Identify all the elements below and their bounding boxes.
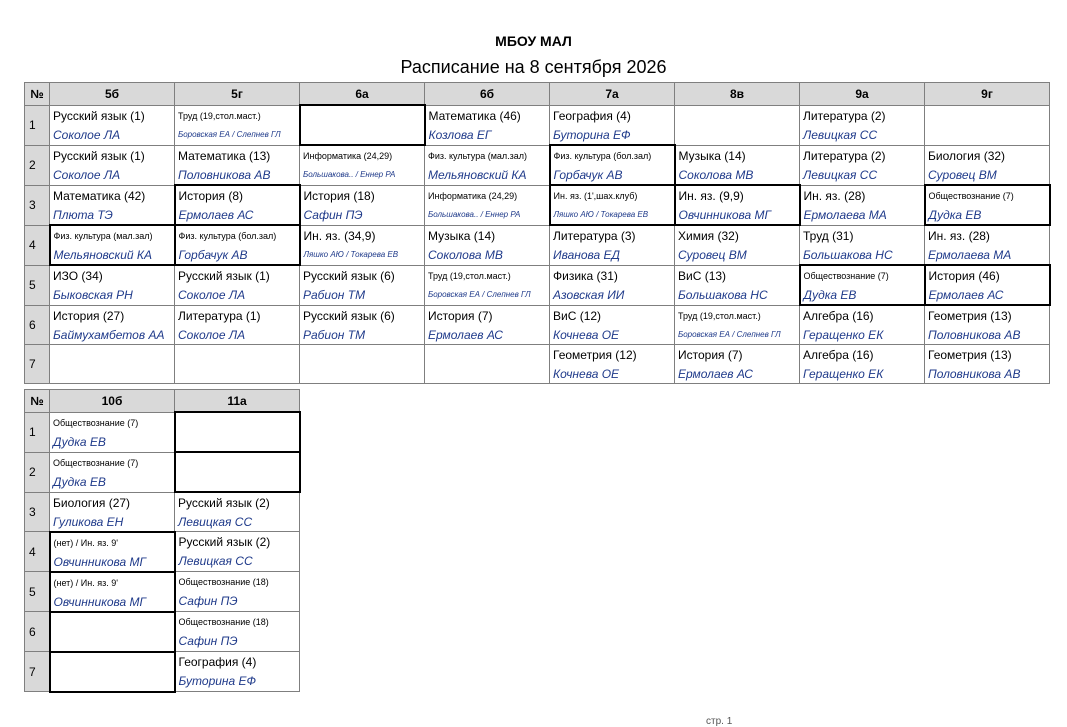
subject-label: Физ. культура (мал.зал) xyxy=(428,150,528,161)
subject-label: Ин. яз. (28) xyxy=(803,188,866,203)
subject-label: История (27) xyxy=(53,308,125,323)
teacher-label: Сафин ПЭ xyxy=(178,634,238,648)
class-header: 7а xyxy=(550,83,675,106)
subject-label: Труд (19,стол.маст.) xyxy=(428,270,511,281)
teacher-label: Соколое ЛА xyxy=(53,127,121,142)
teacher-label: Боровская ЕА / Слепнев ГЛ xyxy=(428,289,531,299)
lesson-cell xyxy=(50,345,175,384)
teacher-label: Дудка ЕВ xyxy=(53,434,106,449)
subject-label: Ин. яз. (9,9) xyxy=(678,189,744,203)
subject-label: Ин. яз. (28) xyxy=(928,229,990,243)
teacher-label: Половникова АВ xyxy=(178,167,271,182)
lesson-number: 2 xyxy=(25,452,50,492)
lesson-cell xyxy=(300,105,425,145)
page-footer: стр. 1 xyxy=(706,716,733,727)
teacher-label: Сафин ПЭ xyxy=(178,594,238,608)
lesson-row xyxy=(25,345,1050,384)
subject-label: Русский язык (6) xyxy=(303,268,395,283)
teacher-label: Левицкая СС xyxy=(178,515,253,529)
subject-label xyxy=(176,413,299,433)
teacher-label: Боровская ЕА / Слепнев ГЛ xyxy=(678,329,781,339)
teacher-label: Соколое ЛА xyxy=(53,167,121,182)
lesson-cell xyxy=(925,265,1050,305)
teacher-label: Половникова АВ xyxy=(928,367,1021,381)
lesson-cell xyxy=(300,305,425,345)
teacher-label xyxy=(176,473,299,491)
lesson-cell xyxy=(300,265,425,305)
lesson-cell xyxy=(50,185,175,225)
subject-label xyxy=(175,345,299,365)
subject-label xyxy=(51,653,174,673)
lesson-cell xyxy=(425,345,550,384)
teacher-label: Большакова.. / Еннер РА xyxy=(428,209,521,219)
lesson-number: 3 xyxy=(25,185,50,225)
lesson-number-header: № xyxy=(25,390,50,413)
lesson-cell xyxy=(550,305,675,345)
lesson-row xyxy=(25,105,1050,145)
lesson-cell xyxy=(50,532,175,572)
teacher-label: Ермолаев АС xyxy=(428,327,503,342)
header-row xyxy=(25,83,1050,106)
lesson-cell xyxy=(675,185,800,225)
teacher-label: Большакова.. / Еннер РА xyxy=(303,170,396,179)
lesson-cell xyxy=(800,265,925,305)
subject-label: Русский язык (6) xyxy=(303,308,395,323)
lesson-number: 2 xyxy=(25,145,50,185)
lesson-number: 6 xyxy=(25,305,50,345)
subject-label: Русский язык (1) xyxy=(53,108,145,123)
teacher-label: Большакова НС xyxy=(678,287,768,302)
lesson-row xyxy=(25,492,300,532)
lesson-row xyxy=(25,452,300,492)
teacher-label: Соколое ЛА xyxy=(178,288,246,302)
teacher-label: Дудка ЕВ xyxy=(803,288,857,302)
subject-label: Русский язык (1) xyxy=(53,148,145,163)
lesson-cell xyxy=(675,265,800,305)
teacher-label: Овчинникова МГ xyxy=(53,594,147,609)
teacher-label xyxy=(300,365,424,383)
teacher-label: Овчинникова МГ xyxy=(53,554,147,569)
teacher-label xyxy=(301,126,424,144)
teacher-label xyxy=(675,126,799,144)
lesson-cell xyxy=(550,145,675,185)
class-header: 9г xyxy=(925,83,1050,106)
subject-label: Обществознание (7) xyxy=(53,457,139,468)
subject-label: Геометрия (13) xyxy=(928,348,1012,362)
teacher-label: Овчинникова МГ xyxy=(678,208,772,222)
teacher-label: Быковская РН xyxy=(53,288,133,302)
lesson-cell xyxy=(425,305,550,345)
subject-label xyxy=(925,106,1049,126)
teacher-label: Соколова МВ xyxy=(678,167,754,182)
subject-label: Физ. культура (бол.зал) xyxy=(178,231,277,241)
schedule-title: Расписание на 8 сентября 2026 xyxy=(400,57,667,77)
lesson-cell xyxy=(925,305,1050,345)
subject-label: История (46) xyxy=(928,269,1000,283)
lesson-number: 7 xyxy=(25,652,50,692)
subject-label: Биология (32) xyxy=(928,148,1006,163)
subject-label: Труд (19,стол.маст.) xyxy=(178,110,261,121)
teacher-label: Соколое ЛА xyxy=(178,327,246,342)
lesson-number: 5 xyxy=(25,265,50,305)
teacher-label xyxy=(425,365,549,383)
lesson-cell xyxy=(550,345,675,384)
subject-label xyxy=(675,106,799,126)
school-name: МБОУ МАЛ xyxy=(495,33,572,49)
class-header: 6б xyxy=(425,83,550,106)
lesson-row xyxy=(25,225,1050,265)
teacher-label: Сафин ПЭ xyxy=(303,207,363,222)
lesson-row xyxy=(25,145,1050,185)
subject-label xyxy=(176,453,299,473)
lesson-cell xyxy=(50,492,175,532)
subject-label: Информатика (24,29) xyxy=(428,190,518,201)
lesson-cell xyxy=(50,412,175,452)
subject-label: География (4) xyxy=(553,108,631,123)
teacher-label: Дудка ЕВ xyxy=(928,208,982,222)
class-header: 10б xyxy=(50,390,175,413)
teacher-label: Буторина ЕФ xyxy=(553,127,631,142)
lesson-cell xyxy=(300,185,425,225)
teacher-label: Геращенко ЕК xyxy=(803,328,884,342)
subject-label: Обществознание (7) xyxy=(803,271,889,281)
lesson-cell xyxy=(800,145,925,185)
subject-label: ВиС (12) xyxy=(553,308,602,323)
subject-label: Физика (31) xyxy=(553,268,618,283)
teacher-label: Козлова ЕГ xyxy=(428,127,492,142)
class-header: 6а xyxy=(300,83,425,106)
teacher-label xyxy=(51,633,174,651)
subject-label: Русский язык (2) xyxy=(178,496,270,510)
lesson-number: 5 xyxy=(25,572,50,612)
lesson-row xyxy=(25,305,1050,345)
subject-label: Русский язык (2) xyxy=(178,535,271,549)
lesson-row xyxy=(25,572,300,612)
lesson-cell xyxy=(175,105,300,145)
lesson-cell xyxy=(925,345,1050,384)
subject-label: Обществознание (18) xyxy=(178,617,269,627)
lesson-number-header: № xyxy=(25,83,50,106)
teacher-label: Плюта ТЭ xyxy=(53,207,113,222)
subject-label: История (18) xyxy=(303,188,375,203)
subject-label: Литература (3) xyxy=(553,229,636,243)
lesson-cell xyxy=(675,105,800,145)
lesson-number: 7 xyxy=(25,345,50,384)
lesson-cell xyxy=(175,412,300,452)
lesson-cell xyxy=(175,345,300,384)
teacher-label: Мельяновский КА xyxy=(53,248,152,262)
teacher-label: Кочнева ОЕ xyxy=(553,367,620,381)
lesson-cell xyxy=(300,345,425,384)
teacher-label: Мельяновский КА xyxy=(428,167,527,182)
lesson-cell xyxy=(50,452,175,492)
teacher-label: Ермолаева МА xyxy=(803,207,887,222)
teacher-label: Горбачук АВ xyxy=(553,168,623,182)
teacher-label: Суровец ВМ xyxy=(928,167,997,182)
subject-label: Ин. яз. (1',шах.клуб) xyxy=(553,191,638,201)
subject-label: ВиС (13) xyxy=(678,268,727,283)
lesson-cell xyxy=(425,185,550,225)
lesson-row xyxy=(25,532,300,572)
lesson-cell xyxy=(175,145,300,185)
lesson-cell xyxy=(800,105,925,145)
lesson-cell xyxy=(175,612,300,652)
subject-label: Труд (31) xyxy=(803,228,854,243)
subject-label: Информатика (24,29) xyxy=(303,151,393,161)
teacher-label: Ляшко АЮ / Токарева ЕВ xyxy=(303,249,399,259)
teacher-label xyxy=(175,365,299,383)
subject-label: История (8) xyxy=(178,189,244,203)
lesson-number: 4 xyxy=(25,532,50,572)
lesson-cell xyxy=(425,265,550,305)
lesson-cell xyxy=(50,225,175,265)
subject-label: История (7) xyxy=(678,348,743,362)
subject-label: Музыка (14) xyxy=(428,228,496,243)
subject-label xyxy=(51,613,174,633)
lesson-cell xyxy=(425,145,550,185)
lesson-cell xyxy=(550,225,675,265)
schedule-table-main xyxy=(24,82,1051,384)
lesson-cell xyxy=(175,452,300,492)
lesson-number: 6 xyxy=(25,612,50,652)
lesson-row xyxy=(25,185,1050,225)
lesson-cell xyxy=(175,265,300,305)
lesson-cell xyxy=(175,185,300,225)
lesson-row xyxy=(25,265,1050,305)
subject-label: Химия (32) xyxy=(678,229,739,243)
subject-label: Математика (46) xyxy=(428,108,521,123)
subject-label: Обществознание (7) xyxy=(53,417,139,428)
teacher-label: Ермолаев АС xyxy=(678,367,753,381)
class-header: 5г xyxy=(175,83,300,106)
subject-label: (нет) / Ин. яз. 9' xyxy=(53,537,118,548)
subject-label: Обществознание (18) xyxy=(178,577,269,587)
teacher-label: Рабион ТМ xyxy=(303,287,366,302)
teacher-label: Ермолаев АС xyxy=(928,288,1004,302)
teacher-label: Дудка ЕВ xyxy=(53,474,106,489)
teacher-label xyxy=(50,365,174,383)
subject-label: Русский язык (1) xyxy=(178,269,270,283)
teacher-label: Суровец ВМ xyxy=(678,248,747,262)
lesson-number: 4 xyxy=(25,225,50,265)
subject-label xyxy=(425,345,549,365)
schedule-table-senior xyxy=(24,389,301,693)
teacher-label: Левицкая СС xyxy=(803,127,878,142)
subject-label xyxy=(301,106,424,126)
lesson-number: 1 xyxy=(25,412,50,452)
teacher-label: Горбачук АВ xyxy=(178,248,248,262)
lesson-cell xyxy=(800,225,925,265)
lesson-cell xyxy=(175,572,300,612)
subject-label: ИЗО (34) xyxy=(53,269,103,283)
subject-label: Литература (2) xyxy=(803,108,886,123)
subject-label: Литература (2) xyxy=(803,148,886,163)
lesson-cell xyxy=(675,345,800,384)
lesson-cell xyxy=(50,265,175,305)
subject-label: История (7) xyxy=(428,308,493,323)
lesson-number: 3 xyxy=(25,492,50,532)
subject-label: Музыка (14) xyxy=(678,148,746,163)
teacher-label: Боровская ЕА / Слепнев ГЛ xyxy=(178,129,281,139)
lesson-cell xyxy=(50,572,175,612)
subject-label: Ин. яз. (34,9) xyxy=(303,228,376,243)
lesson-cell xyxy=(175,492,300,532)
lesson-cell xyxy=(175,652,300,692)
teacher-label: Ермолаева МА xyxy=(928,248,1012,262)
lesson-cell xyxy=(675,225,800,265)
teacher-label: Ляшко АЮ / Токарева ЕВ xyxy=(553,210,649,219)
lesson-row xyxy=(25,412,300,452)
teacher-label: Азовская ИИ xyxy=(553,287,625,302)
class-header: 11а xyxy=(175,390,300,413)
lesson-cell xyxy=(675,305,800,345)
subject-label xyxy=(300,345,424,365)
lesson-cell xyxy=(175,305,300,345)
class-header: 8в xyxy=(675,83,800,106)
lesson-cell xyxy=(425,105,550,145)
lesson-row xyxy=(25,612,300,652)
teacher-label: Рабион ТМ xyxy=(303,327,366,342)
lesson-cell xyxy=(425,225,550,265)
subject-label: Алгебра (16) xyxy=(803,348,874,362)
lesson-cell xyxy=(550,265,675,305)
subject-label: Обществознание (7) xyxy=(928,191,1014,201)
teacher-label: Геращенко ЕК xyxy=(803,367,884,381)
lesson-cell xyxy=(175,225,300,265)
teacher-label xyxy=(176,433,299,451)
subject-label: Математика (42) xyxy=(53,188,146,203)
lesson-cell xyxy=(50,612,175,652)
header-row xyxy=(25,390,300,413)
class-header: 9а xyxy=(800,83,925,106)
teacher-label: Большакова НС xyxy=(803,247,893,262)
subject-label: Математика (13) xyxy=(178,148,271,163)
subject-label xyxy=(50,345,174,365)
lesson-cell xyxy=(925,225,1050,265)
subject-label: (нет) / Ин. яз. 9' xyxy=(53,577,118,588)
teacher-label: Левицкая СС xyxy=(178,554,253,568)
teacher-label: Буторина ЕФ xyxy=(178,674,257,688)
teacher-label xyxy=(51,673,174,691)
teacher-label: Кочнева ОЕ xyxy=(553,327,620,342)
subject-label: Алгебра (16) xyxy=(803,309,874,323)
lesson-cell xyxy=(925,145,1050,185)
lesson-cell xyxy=(675,145,800,185)
teacher-label: Иванова ЕД xyxy=(553,248,620,262)
teacher-label: Левицкая СС xyxy=(803,167,878,182)
lesson-row xyxy=(25,652,300,692)
subject-label: Физ. культура (бол.зал) xyxy=(553,151,652,161)
subject-label: Геометрия (13) xyxy=(928,309,1012,323)
lesson-cell xyxy=(175,532,300,572)
teacher-label: Ермолаев АС xyxy=(178,208,254,222)
subject-label: Геометрия (12) xyxy=(553,348,637,362)
lesson-number: 1 xyxy=(25,105,50,145)
teacher-label: Соколова МВ xyxy=(428,247,503,262)
lesson-cell xyxy=(800,185,925,225)
teacher-label: Половникова АВ xyxy=(928,328,1021,342)
lesson-cell xyxy=(925,185,1050,225)
teacher-label: Баймухамбетов АА xyxy=(53,327,165,342)
subject-label: Биология (27) xyxy=(53,495,131,510)
lesson-cell xyxy=(550,105,675,145)
teacher-label: Гуликова ЕН xyxy=(53,514,124,529)
lesson-cell xyxy=(925,105,1050,145)
lesson-cell xyxy=(800,305,925,345)
lesson-cell xyxy=(50,145,175,185)
lesson-cell xyxy=(550,185,675,225)
subject-label: Физ. культура (мал.зал) xyxy=(53,231,153,241)
lesson-cell xyxy=(800,345,925,384)
subject-label: География (4) xyxy=(178,655,257,669)
subject-label: Труд (19,стол.маст.) xyxy=(678,310,761,321)
lesson-cell xyxy=(300,225,425,265)
lesson-cell xyxy=(50,105,175,145)
teacher-label xyxy=(925,126,1049,144)
lesson-cell xyxy=(300,145,425,185)
subject-label: Литература (1) xyxy=(178,308,261,323)
lesson-cell xyxy=(50,305,175,345)
class-header: 5б xyxy=(50,83,175,106)
lesson-cell xyxy=(50,652,175,692)
